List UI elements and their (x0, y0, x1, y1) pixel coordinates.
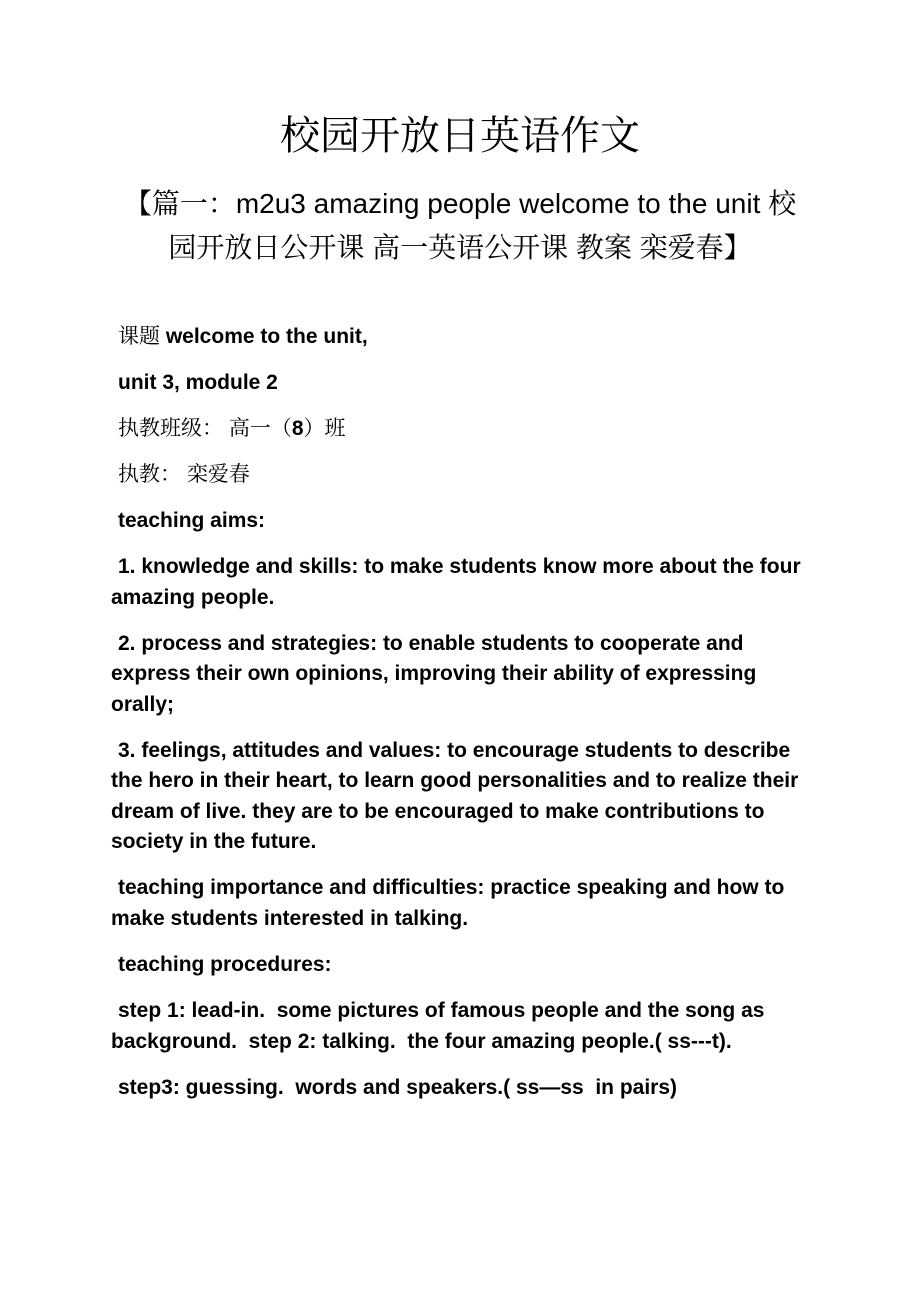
step-1-text: step 1: lead-in. some pictures of famous people and the song as background. step 2: talking. the four amazing people.( ss---t). (111, 999, 771, 1053)
teacher-label: 执教： (118, 462, 181, 486)
aim-1-paragraph (111, 552, 821, 613)
step-3-paragraph (111, 1073, 821, 1104)
class-value-suffix: ）班 (303, 416, 346, 440)
aim-3-text: 3. feelings, attitudes and values: to encourage students to describe the hero in their heart, to learn good personalities and to realize their dream of live. they are to be encouraged to make contributions to society in the future. (111, 738, 805, 854)
class-value-number: 8 (291, 416, 304, 440)
aims-heading: teaching aims: (118, 508, 266, 532)
step-1-paragraph (111, 996, 821, 1057)
class-label: 执教班级： (118, 416, 223, 440)
importance-paragraph (111, 873, 821, 934)
aim-1-text: 1. knowledge and skills: to make students know more about the four amazing people. (111, 554, 807, 609)
step-3-text: step3: guessing. words and speakers.( ss—ss in pairs) (118, 1075, 678, 1099)
aim-3-paragraph (111, 736, 821, 858)
teacher-value: 栾爱春 (181, 462, 250, 486)
teacher-line (111, 460, 821, 491)
aim-2-text: 2. process and strategies: to enable students to cooperate and express their own opinions, improving their ability of expressing orally; (111, 631, 763, 716)
aim-2-paragraph (111, 629, 821, 721)
importance-text: teaching importance and difficulties: practice speaking and how to make students interested in talking. (111, 876, 791, 931)
unit-line: unit 3, module 2 (118, 370, 278, 394)
document-subtitle: 【篇一：m2u3 amazing people welcome to the unit 校园开放日公开课 高一英语公开课 教案 栾爱春】 (123, 188, 797, 263)
class-value-prefix: 高一（ (223, 416, 292, 440)
document-body (111, 322, 821, 1119)
procedures-heading: teaching procedures: (118, 953, 332, 977)
course-title-value: welcome to the unit, (160, 325, 368, 348)
document-title: 校园开放日英语作文 (280, 113, 640, 159)
course-title-line (111, 322, 821, 353)
class-line (111, 414, 821, 445)
course-title-label: 课题 (118, 325, 160, 348)
